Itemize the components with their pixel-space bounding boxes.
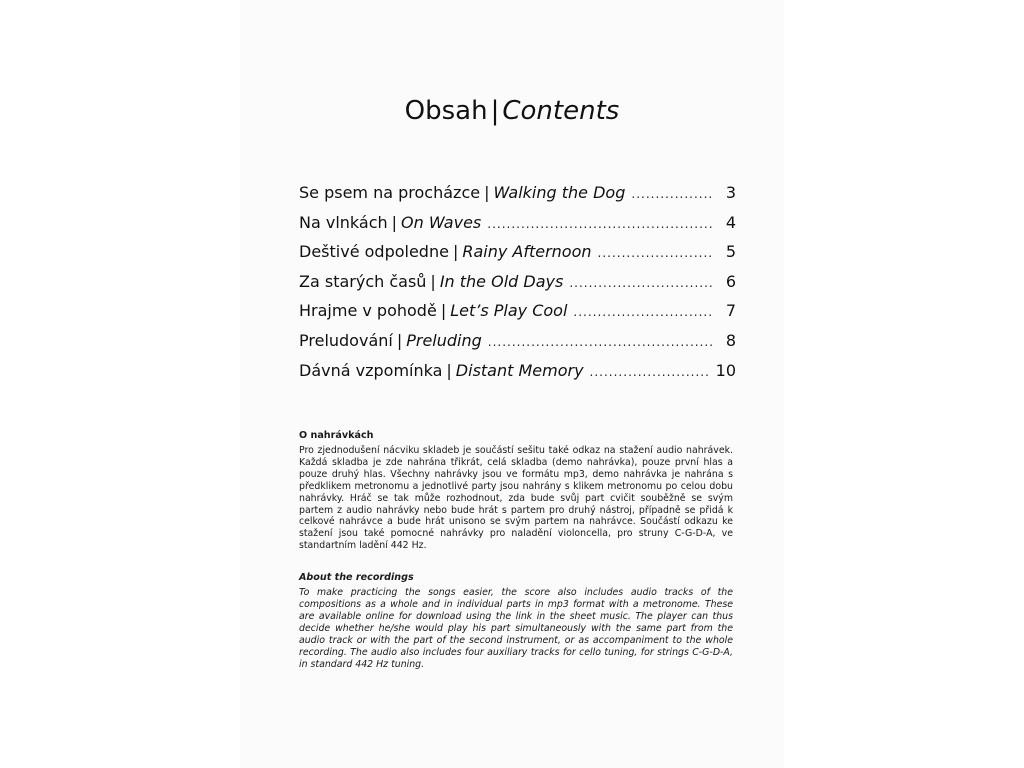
toc-entry-czech-title: Preludování — [299, 330, 393, 350]
toc-entry-page-number: 3 — [725, 183, 736, 202]
toc-leader-dots — [569, 269, 714, 299]
recordings-note-czech — [299, 430, 733, 552]
toc-entry-separator: | — [484, 183, 490, 202]
toc-entry-czech-title: Na vlnkách — [299, 212, 388, 232]
toc-entry-czech-title: Dávná vzpomínka — [299, 360, 443, 380]
toc-entry-separator: | — [430, 271, 436, 291]
toc-entry-english-title: On Waves — [401, 212, 482, 232]
recordings-note-english — [299, 572, 733, 670]
toc-entry-separator: | — [396, 330, 403, 350]
toc-entry[interactable] — [299, 208, 736, 238]
toc-entry-page-number: 10 — [715, 360, 736, 380]
toc-entry-english-title: Distant Memory — [455, 360, 584, 380]
toc-leader-dots — [573, 298, 714, 328]
toc-entry-english-title: Walking the Dog — [493, 183, 626, 202]
toc-entry-czech-title: Deštivé odpoledne — [299, 242, 449, 262]
toc-entry-separator: | — [452, 242, 459, 262]
toc-entry-page-number: 5 — [725, 242, 736, 262]
toc-entry-english-title: In the Old Days — [439, 271, 564, 291]
toc-entry[interactable] — [299, 326, 736, 356]
toc-entry[interactable] — [299, 237, 736, 267]
toc-entry[interactable] — [299, 356, 736, 386]
toc-entry-separator: | — [440, 301, 447, 321]
toc-entry-czech-title: Se psem na procházce — [299, 183, 481, 202]
page-title — [0, 94, 1024, 128]
recordings-text-czech: Pro zjednodušení nácviku skladeb je součástí sešitu také odkaz na stažení audio nahrávek. Každá skladba je zde nahrána třikrát, celá skladba (demo nahrávka), pouze první hlas a pouze druhý hlas. Všechny nahrávky jsou ve formátu mp3, demo nahrávka je nahrána s předklikem metronomu a jednotlivé party jsou nahrány s klikem metronomu po celou dobu nahrávky. Hráč se tak může rozhodnout, zda bude svůj part cvičit souběžně se svým partem z audio nahrávky nebo bude hrát s partem pro druhý nástroj, případně se přidá k celkové nahrávce a bude hrát unisono se svým partem na nahrávce. Součástí odkazu ke stažení jsou také pomocné nahrávky pro naladění violoncella, pro struny C-G-D-A, ve standartním ladění 442 Hz. — [299, 445, 733, 552]
toc-leader-dots — [631, 180, 714, 210]
recordings-heading-english: About the recordings — [299, 572, 414, 584]
toc-entry-separator: | — [446, 360, 452, 380]
title-separator: | — [490, 96, 500, 126]
toc-entry-english-title: Preluding — [406, 330, 482, 350]
recordings-heading-czech: O nahrávkách — [299, 430, 374, 441]
toc-entry-czech-title: Hrajme v pohodě — [299, 301, 437, 321]
toc-entry[interactable] — [299, 178, 736, 208]
recordings-text-english: To make practicing the songs easier, the score also includes audio tracks of the compositions as a whole and in individual parts in mp3 format with a metronome. These are available online for download using the link in the sheet music. The player can thus decide whether he/she would play his part simultaneously with the same part from the audio track or with the part of the second instrument, or as accompaniment to the whole recording. The audio also includes four auxiliary tracks for cello tuning, for strings C-G-D-A, in standard 442 Hz tuning. — [299, 587, 733, 670]
toc-entry[interactable] — [299, 267, 736, 297]
toc-entry-page-number: 6 — [725, 271, 736, 291]
toc-entry-page-number: 7 — [725, 301, 736, 321]
toc-entry-separator: | — [391, 212, 398, 232]
toc-entry-english-title: Let’s Play Cool — [450, 301, 568, 321]
recordings-notes — [299, 430, 733, 671]
title-english: Contents — [502, 96, 620, 126]
toc-leader-dots — [488, 328, 714, 358]
toc-leader-dots — [598, 239, 714, 269]
toc-entry-czech-title: Za starých časů — [299, 271, 427, 291]
table-of-contents — [299, 178, 736, 385]
toc-leader-dots — [590, 358, 710, 388]
toc-entry-page-number: 8 — [725, 330, 736, 350]
toc-entry-english-title: Rainy Afternoon — [462, 242, 592, 262]
title-czech: Obsah — [404, 96, 488, 126]
toc-entry-page-number: 4 — [725, 212, 736, 232]
toc-entry[interactable] — [299, 296, 736, 326]
toc-leader-dots — [487, 210, 714, 240]
